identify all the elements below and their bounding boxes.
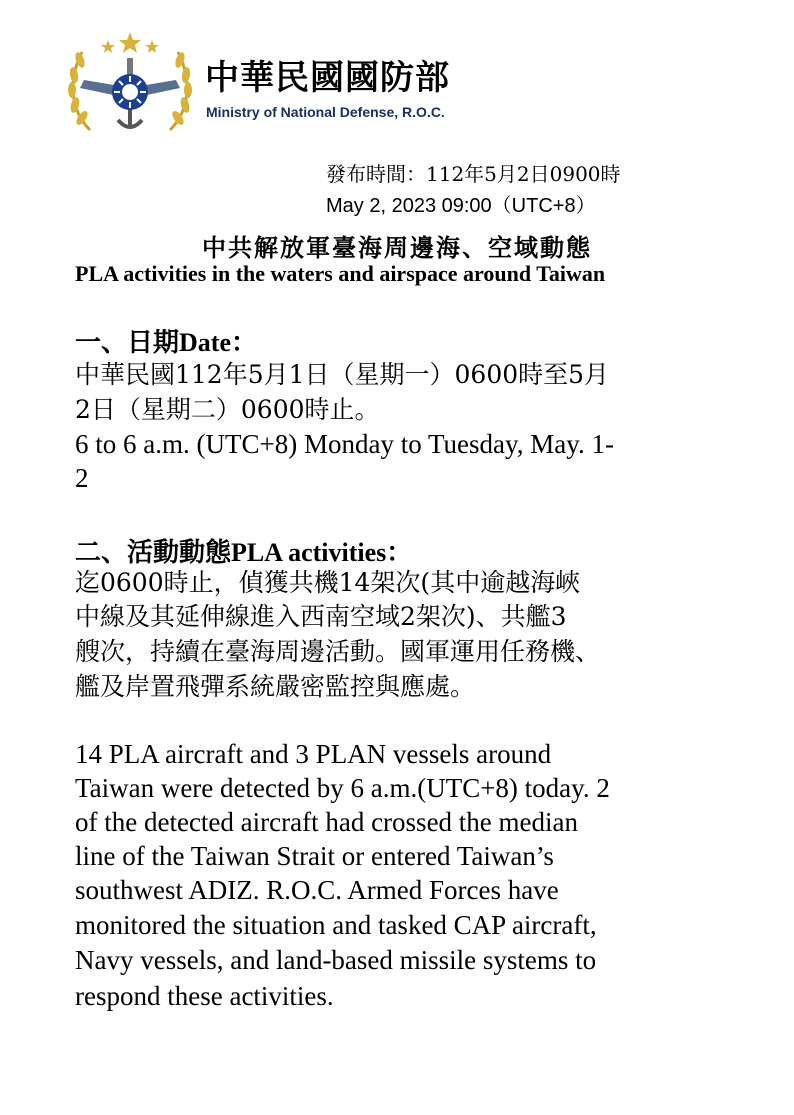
section-1-line: 中華民國112年5月1日（星期一）0600時至5月 [75,360,610,389]
document-title-en: PLA activities in the waters and airspace around Taiwan [75,261,606,286]
section-2-zh-line: 迄0600時止，偵獲共機14架次(其中逾越海峽 [75,568,581,597]
ministry-emblem-logo [60,30,200,138]
section-2-heading [75,532,412,569]
section-2-en-line: southwest ADIZ. R.O.C. Armed Forces have [75,875,559,905]
section-2-en-line: of the detected aircraft had crossed the median [75,807,579,837]
section-2-en-line: Taiwan were detected by 6 a.m.(UTC+8) today. 2 [75,773,610,803]
section-2-heading-zh: 二、活動動態 [75,538,232,568]
section-1-line: 2日（星期二）0600時止。 [75,395,380,424]
section-2-en-line: line of the Taiwan Strait or entered Taiwan’s [75,841,554,871]
org-name-zh: 中華民國國防部 [205,58,450,98]
section-1-line: 2 [75,463,89,493]
document-title-zh: 中共解放軍臺海周邊海、空域動態 [202,233,592,262]
section-2-zh-line: 艦及岸置飛彈系統嚴密監控與應處。 [75,672,476,701]
section-2-en-line: 14 PLA aircraft and 3 PLAN vessels around [75,739,552,769]
section-2-heading-en: PLA activities [231,538,387,567]
section-2-en-line: respond these activities. [75,981,334,1011]
section-2-en-line: Navy vessels, and land-based missile systems to [75,945,597,975]
section-1-heading-en: Date [179,328,231,357]
section-1-heading-colon: ： [231,328,258,358]
section-2-zh-line: 艘次，持續在臺海周邊活動。國軍運用任務機、 [75,637,601,666]
release-time-zh: 發布時間：112年5月2日0900時 [326,162,621,186]
section-2-zh-line: 中線及其延伸線進入西南空域2架次)、共艦3 [75,602,567,631]
section-1-heading-zh: 一、日期 [75,328,180,358]
section-2-en-line: monitored the situation and tasked CAP aircraft, [75,910,597,940]
section-1-line: 6 to 6 a.m. (UTC+8) Monday to Tuesday, May. 1- [75,429,614,459]
section-2-heading-colon: ： [386,538,413,568]
section-1-heading [75,322,257,359]
org-name-en: Ministry of National Defense, R.O.C. [206,104,445,120]
release-time-en: May 2, 2023 09:00（UTC+8） [326,195,596,217]
